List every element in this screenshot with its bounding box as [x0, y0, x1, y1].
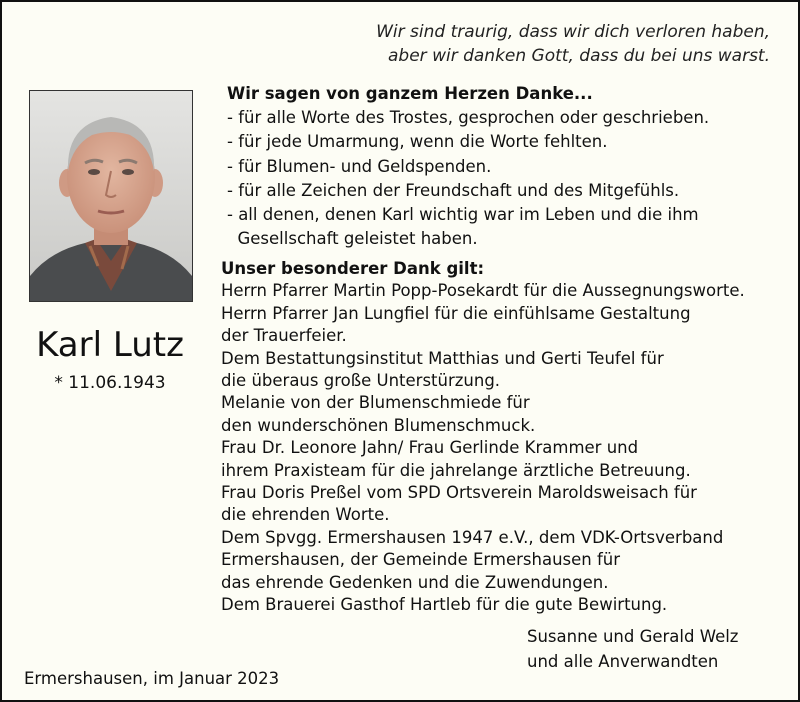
- quote: [376, 20, 770, 68]
- special-thanks-line: Dem Brauerei Gasthof Hartleb für die gute Bewirtung.: [221, 595, 668, 615]
- place-and-date: Ermershausen, im Januar 2023: [24, 669, 280, 688]
- special-thanks-line: ihrem Praxisteam für die jahrelange ärztliche Betreuung.: [221, 460, 691, 480]
- signature: [527, 624, 738, 674]
- special-thanks-line: Melanie von der Blumenschmiede für: [221, 393, 530, 413]
- special-thanks-line: die ehrenden Worte.: [221, 505, 390, 525]
- thanks-item: - all denen, denen Karl wichtig war im Leben und die ihm: [227, 205, 699, 225]
- special-thanks-line: Herrn Pfarrer Jan Lungfiel für die einfühlsame Gestaltung: [221, 303, 691, 323]
- special-thanks-line: Dem Bestattungsinstitut Matthias und Gerti Teufel für: [221, 348, 664, 368]
- signature-line: Susanne und Gerald Welz: [527, 627, 739, 646]
- portrait-photo: [29, 90, 193, 302]
- special-thanks-line: Frau Dr. Leonore Jahn/ Frau Gerlinde Krammer und: [221, 438, 639, 458]
- thanks-item: Gesellschaft geleistet haben.: [227, 229, 478, 249]
- quote-line: aber wir danken Gott, dass du bei uns warst.: [388, 46, 770, 66]
- quote-line: Wir sind traurig, dass wir dich verloren haben,: [376, 22, 770, 42]
- special-thanks-line: die überaus große Unterstürzung.: [221, 371, 501, 391]
- thanks-section: [227, 82, 709, 251]
- thanks-item: - für jede Umarmung, wenn die Worte fehlten.: [227, 132, 608, 152]
- deceased-name: Karl Lutz: [36, 325, 184, 365]
- special-thanks-line: Dem Spvgg. Ermershausen 1947 e.V., dem VDK-Ortsverband: [221, 527, 724, 547]
- special-thanks-line: Herrn Pfarrer Martin Popp-Posekardt für die Aussegnungsworte.: [221, 281, 745, 301]
- special-thanks-line: der Trauerfeier.: [221, 326, 347, 346]
- thanks-item: - für alle Zeichen der Freundschaft und des Mitgefühls.: [227, 180, 680, 200]
- thanks-item: - für Blumen- und Geldspenden.: [227, 156, 492, 176]
- special-thanks-line: Ermershausen, der Gemeinde Ermershausen für: [221, 550, 621, 570]
- thanks-item: - für alle Worte des Trostes, gesprochen oder geschrieben.: [227, 108, 710, 128]
- portrait-illustration: [30, 91, 192, 301]
- special-thanks-line: den wunderschönen Blumenschmuck.: [221, 415, 536, 435]
- birth-date: * 11.06.1943: [54, 373, 166, 393]
- special-thanks-line: Frau Doris Preßel vom SPD Ortsverein Maroldsweisach für: [221, 483, 697, 503]
- special-thanks-section: [221, 258, 745, 617]
- thanks-heading: Wir sagen von ganzem Herzen Danke...: [227, 84, 593, 103]
- special-thanks-heading: Unser besonderer Dank gilt:: [221, 259, 485, 278]
- special-thanks-line: das ehrende Gedenken und die Zuwendungen.: [221, 572, 609, 592]
- signature-line: und alle Anverwandten: [527, 652, 719, 671]
